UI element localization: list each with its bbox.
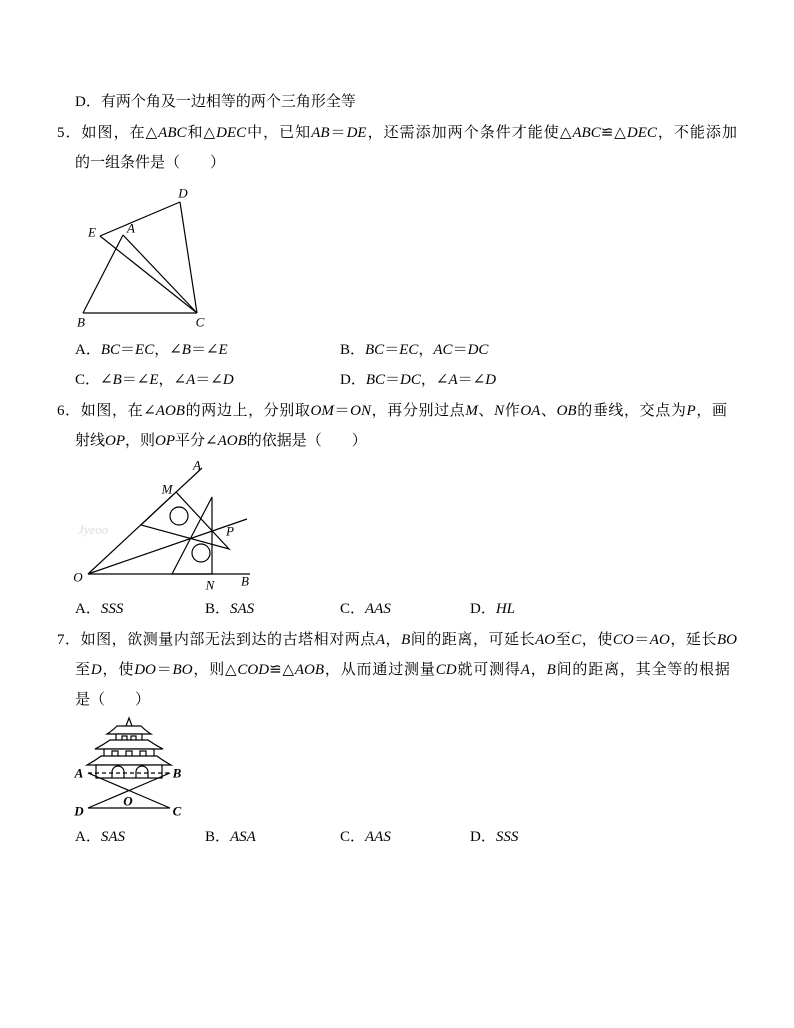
pagoda-window [131, 736, 136, 741]
question-7-stem-line-3 [75, 690, 150, 710]
math-symbol: C [571, 632, 582, 648]
math-symbol: A [520, 662, 530, 678]
text-run: ＝ [333, 403, 351, 419]
question-5-option-c [75, 370, 234, 390]
text-run: 作 [504, 403, 521, 419]
label-m: M [161, 481, 173, 497]
text-run: 6．如图，在∠ [57, 403, 156, 419]
label-d: D [178, 185, 188, 201]
pagoda-story-bottom [96, 765, 162, 778]
math-symbol: SSS [495, 829, 519, 845]
set-square-at-m [141, 492, 229, 549]
pagoda-arch [136, 766, 148, 778]
pagoda-window [126, 751, 132, 757]
math-symbol: D [90, 662, 102, 678]
segment-ed [100, 202, 180, 236]
math-symbol: CD [435, 662, 457, 678]
pagoda-finial [126, 718, 132, 726]
math-symbol: AC [433, 342, 453, 358]
question-6-option-b [205, 599, 254, 619]
text-run: C．∠ [75, 372, 113, 388]
text-run: 的依据是（ ） [246, 433, 367, 449]
text-run: B． [205, 829, 231, 845]
segment-ab [83, 235, 123, 313]
text-run: 至 [555, 632, 572, 648]
question-6-option-a [75, 599, 123, 619]
text-run: ＝ [452, 342, 468, 358]
segment-bd [88, 773, 170, 808]
math-symbol: D [485, 372, 497, 388]
pagoda-drawing [87, 718, 171, 778]
text-run: A． [75, 342, 101, 358]
question-7-option-d [470, 827, 518, 847]
segment-dc [180, 202, 197, 313]
question-5-option-d [340, 370, 496, 390]
math-symbol: DEC [216, 125, 247, 141]
math-symbol: BO [172, 662, 193, 678]
math-symbol: EC [135, 342, 155, 358]
math-symbol: ABC [572, 125, 601, 141]
text-run: ，∠ [154, 342, 182, 358]
math-symbol: B [181, 342, 191, 358]
math-symbol: A [448, 372, 458, 388]
math-symbol: D [222, 372, 234, 388]
pagoda-window [122, 736, 127, 741]
math-symbol: SSS [100, 601, 124, 617]
math-symbol: DC [467, 342, 489, 358]
math-symbol: OB [556, 403, 577, 419]
label-c: C [172, 803, 182, 819]
math-symbol: B [546, 662, 556, 678]
text-run: ＝∠ [457, 372, 486, 388]
math-symbol: AAS [365, 829, 391, 845]
math-symbol: ON [350, 403, 371, 419]
text-run: ，再分别过点 [370, 403, 466, 419]
text-run: ，还需添加两个条件才能使△ [366, 125, 573, 141]
label-e: E [88, 224, 96, 240]
question-5-figure [77, 186, 205, 330]
label-b: B [172, 765, 182, 781]
text-run: ，延长 [669, 632, 717, 648]
label-b: B [241, 573, 249, 589]
math-symbol: OA [520, 403, 541, 419]
text-run: A． [75, 601, 101, 617]
math-symbol: M [465, 403, 478, 419]
text-run: D． [470, 601, 496, 617]
math-symbol: AOB [217, 433, 247, 449]
math-symbol: DE [346, 125, 367, 141]
label-o: O [73, 569, 83, 585]
math-symbol: DEC [626, 125, 657, 141]
text-run: ，则△ [192, 662, 238, 678]
pagoda-window [112, 751, 118, 757]
text-run: 7．如图，欲测量内部无法到达的古塔相对两点 [57, 632, 376, 648]
question-7-stem-line-1 [57, 630, 737, 650]
math-symbol: N [494, 403, 505, 419]
question-6-stem-line-2 [75, 431, 367, 451]
question-4-option-d [75, 92, 356, 112]
text-run: ＝ [329, 125, 347, 141]
math-symbol: AO [535, 632, 556, 648]
text-run: 间的距离，其全等的根据 [555, 662, 730, 678]
question-5-stem-line-1 [57, 123, 737, 143]
label-a: A [74, 765, 84, 781]
question-5-option-a [75, 340, 228, 360]
text-run: 就可测得 [456, 662, 521, 678]
pagoda-story-top [116, 734, 142, 742]
text-run: ＝∠ [121, 372, 150, 388]
label-n: N [205, 577, 215, 593]
math-symbol: COD [237, 662, 270, 678]
text-run: ，从而通过测量 [324, 662, 436, 678]
math-symbol: AOB [155, 403, 185, 419]
label-a: A [193, 457, 201, 473]
math-symbol: E [218, 342, 228, 358]
math-symbol: BC [365, 372, 386, 388]
text-run: ＝∠ [195, 372, 223, 388]
ray-oa [88, 468, 202, 574]
text-run: ＝ [120, 342, 136, 358]
math-symbol: EC [399, 342, 419, 358]
label-c: C [195, 314, 205, 330]
text-run: 5．如图，在△ [57, 125, 159, 141]
text-run: B． [205, 601, 231, 617]
segment-ac [123, 235, 197, 313]
math-symbol: OM [310, 403, 334, 419]
math-symbol: B [401, 632, 411, 648]
label-o: O [123, 793, 133, 809]
math-symbol: AO [649, 632, 670, 648]
text-run: 的一组条件是（ ） [75, 155, 226, 171]
text-run: ，∠ [158, 372, 187, 388]
text-run: ，不能添加 [656, 125, 737, 141]
text-run: ，则 [125, 433, 156, 449]
text-run: ，使 [581, 632, 613, 648]
math-symbol: HL [495, 601, 516, 617]
math-symbol: AB [311, 125, 330, 141]
label-p: P [226, 523, 234, 539]
pagoda-roof-middle [95, 740, 163, 749]
question-6-stem-line-1 [57, 401, 727, 421]
label-d: D [74, 803, 84, 819]
set-square-at-n [172, 497, 212, 574]
text-run: ， [418, 342, 434, 358]
math-symbol: DC [400, 372, 421, 388]
ray-op [88, 519, 247, 574]
math-symbol: DO [134, 662, 156, 678]
question-5-stem-line-2 [75, 153, 225, 173]
text-run: ＝ [385, 372, 401, 388]
text-run: ＝ [633, 632, 650, 648]
text-run: 、 [477, 403, 495, 419]
question-7-option-a [75, 827, 125, 847]
math-symbol: SAS [100, 829, 126, 845]
question-6-option-d [470, 599, 515, 619]
pagoda-roof-bottom [87, 756, 171, 765]
text-run: 中，已知 [246, 125, 312, 141]
text-run: 射线 [75, 433, 106, 449]
text-run: 是（ ） [75, 692, 151, 708]
watermark: Jyeoo [78, 522, 109, 537]
label-b: B [77, 314, 85, 330]
math-symbol: OP [155, 433, 176, 449]
math-symbol: E [149, 372, 159, 388]
text-run: D． [470, 829, 496, 845]
text-run: ＝ [155, 662, 173, 678]
math-symbol: B [112, 372, 122, 388]
text-run: D．有两个角及一边相等的两个三角形全等 [75, 94, 356, 110]
math-symbol: OP [105, 433, 126, 449]
text-run: 平分∠ [175, 433, 218, 449]
text-run: ，画 [695, 403, 727, 419]
question-7-stem-line-2 [75, 660, 730, 680]
pagoda-story-middle [104, 749, 154, 758]
math-symbol: AOB [294, 662, 325, 678]
text-run: D． [340, 372, 366, 388]
segment-ec [100, 236, 197, 313]
label-a: A [127, 220, 135, 236]
text-run: 间的距离，可延长 [410, 632, 536, 648]
question-7-figure [73, 718, 181, 819]
text-run: ， [529, 662, 547, 678]
text-run: C． [340, 601, 366, 617]
text-run: ，∠ [420, 372, 449, 388]
math-symbol: ASA [230, 829, 256, 845]
question-6-option-c [340, 599, 391, 619]
text-run: 的垂线，交点为 [576, 403, 687, 419]
text-run: ＝∠ [190, 342, 219, 358]
pagoda-arch [112, 766, 124, 778]
question-7-option-c [340, 827, 391, 847]
question-5-option-b [340, 340, 488, 360]
math-symbol: ABC [158, 125, 187, 141]
math-symbol: BC [365, 342, 385, 358]
math-symbol: A [186, 372, 196, 388]
math-symbol: BC [100, 342, 121, 358]
question-6-figure [73, 458, 250, 593]
text-run: 的两边上，分别取 [184, 403, 311, 419]
set-square-hole [192, 544, 210, 562]
math-symbol: CO [612, 632, 634, 648]
math-symbol: A [375, 632, 385, 648]
math-symbol: P [686, 403, 696, 419]
pagoda-roof-top [107, 726, 151, 734]
math-symbol: SAS [230, 601, 255, 617]
text-run: B． [340, 342, 366, 358]
text-run: 至 [75, 662, 91, 678]
set-square-hole [170, 507, 188, 525]
segment-ac [88, 773, 170, 808]
text-run: ≌△ [600, 125, 627, 141]
text-run: ， [385, 632, 402, 648]
text-run: C． [340, 829, 366, 845]
pagoda-window [140, 751, 146, 757]
text-run: ，使 [101, 662, 135, 678]
text-run: ＝ [384, 342, 400, 358]
text-run: 和△ [186, 125, 217, 141]
text-run: 、 [540, 403, 557, 419]
question-7-option-b [205, 827, 256, 847]
math-symbol: AAS [365, 601, 391, 617]
text-run: A． [75, 829, 101, 845]
text-run: ≌△ [269, 662, 295, 678]
math-symbol: BO [716, 632, 737, 648]
